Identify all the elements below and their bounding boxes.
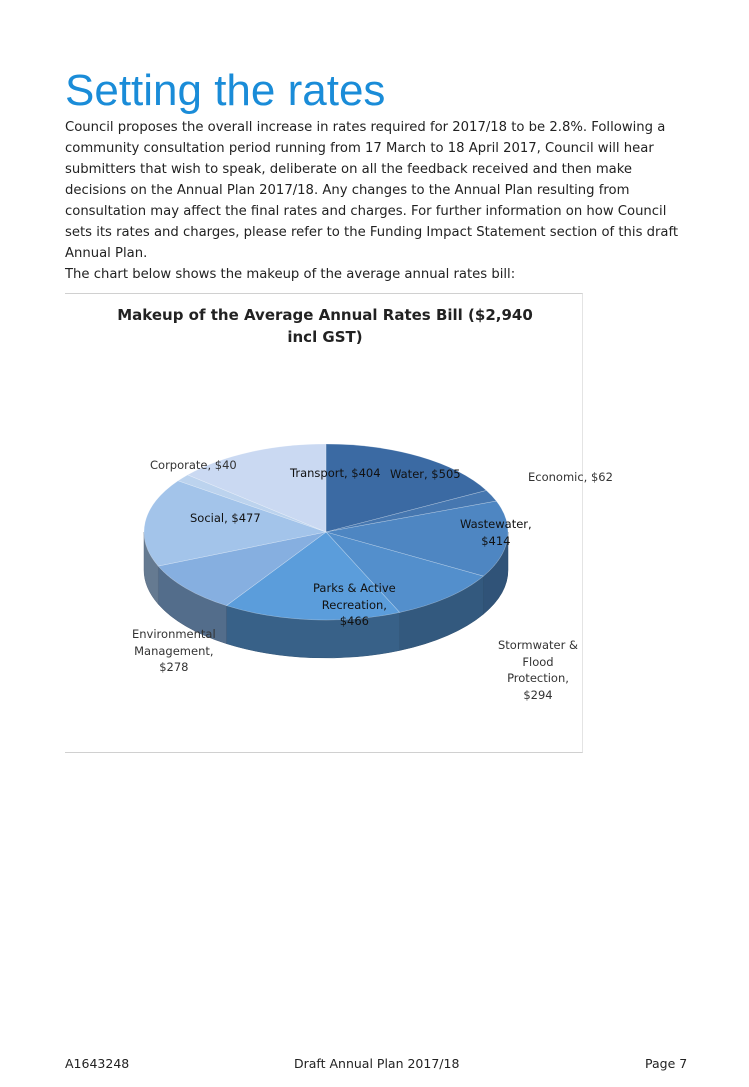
data-label-line: Stormwater &: [498, 638, 578, 652]
data-label-transport: [290, 465, 381, 482]
data-label-line: Protection,: [507, 671, 569, 685]
footer-doc-number: A1643248: [65, 1056, 130, 1071]
data-label-line: Economic, $62: [528, 470, 613, 484]
data-label-line: Management,: [134, 643, 214, 658]
data-label-social: [190, 510, 261, 527]
data-label-economic: [528, 469, 613, 486]
data-label-stormwater-flood-protection: [498, 637, 578, 703]
footer-doc-title: Draft Annual Plan 2017/18: [294, 1056, 460, 1071]
data-label-line: $414: [481, 533, 511, 548]
chart-intro-paragraph: The chart below shows the makeup of the average annual rates bill:: [65, 267, 516, 282]
rates-pie-chart: [65, 293, 613, 753]
data-label-corporate: [150, 457, 237, 474]
data-label-line: Parks & Active: [313, 581, 396, 595]
data-label-wastewater: [460, 516, 532, 549]
data-label-line: Social, $477: [190, 511, 261, 525]
data-label-line: Corporate, $40: [150, 458, 237, 472]
data-label-parks-active-recreation: [313, 580, 396, 630]
data-label-line: Flood: [522, 654, 554, 669]
data-label-environmental-management: [132, 626, 216, 676]
data-label-water: [390, 466, 461, 483]
data-label-line: Water, $505: [390, 467, 461, 481]
data-label-line: Recreation,: [321, 597, 387, 612]
data-label-line: $294: [523, 687, 553, 702]
data-label-line: Environmental: [132, 627, 216, 641]
footer-page-number: Page 7: [645, 1056, 688, 1071]
intro-paragraph: Council proposes the overall increase in rates required for 2017/18 to be 2.8%. Following a community consultation period running from 17 March to 18 April 2017, Council will hear submitters that wish to speak, deliberate on all the feedback received and then make decisions on the Annual Plan 2017/18. Any changes to the Annual Plan resulting from consultation may affect the final rates and charges. For further information on how Council sets its rates and charges, please refer to the Funding Impact Statement section of this draft Annual Plan.: [65, 120, 679, 261]
data-label-line: $466: [339, 614, 369, 628]
data-label-line: Wastewater,: [460, 517, 532, 531]
data-label-line: Transport, $404: [290, 466, 381, 480]
data-label-line: $278: [159, 660, 189, 674]
page-title: Setting the rates: [65, 66, 386, 115]
chart-title: Makeup of the Average Annual Rates Bill ($2,940 incl GST): [117, 306, 533, 346]
